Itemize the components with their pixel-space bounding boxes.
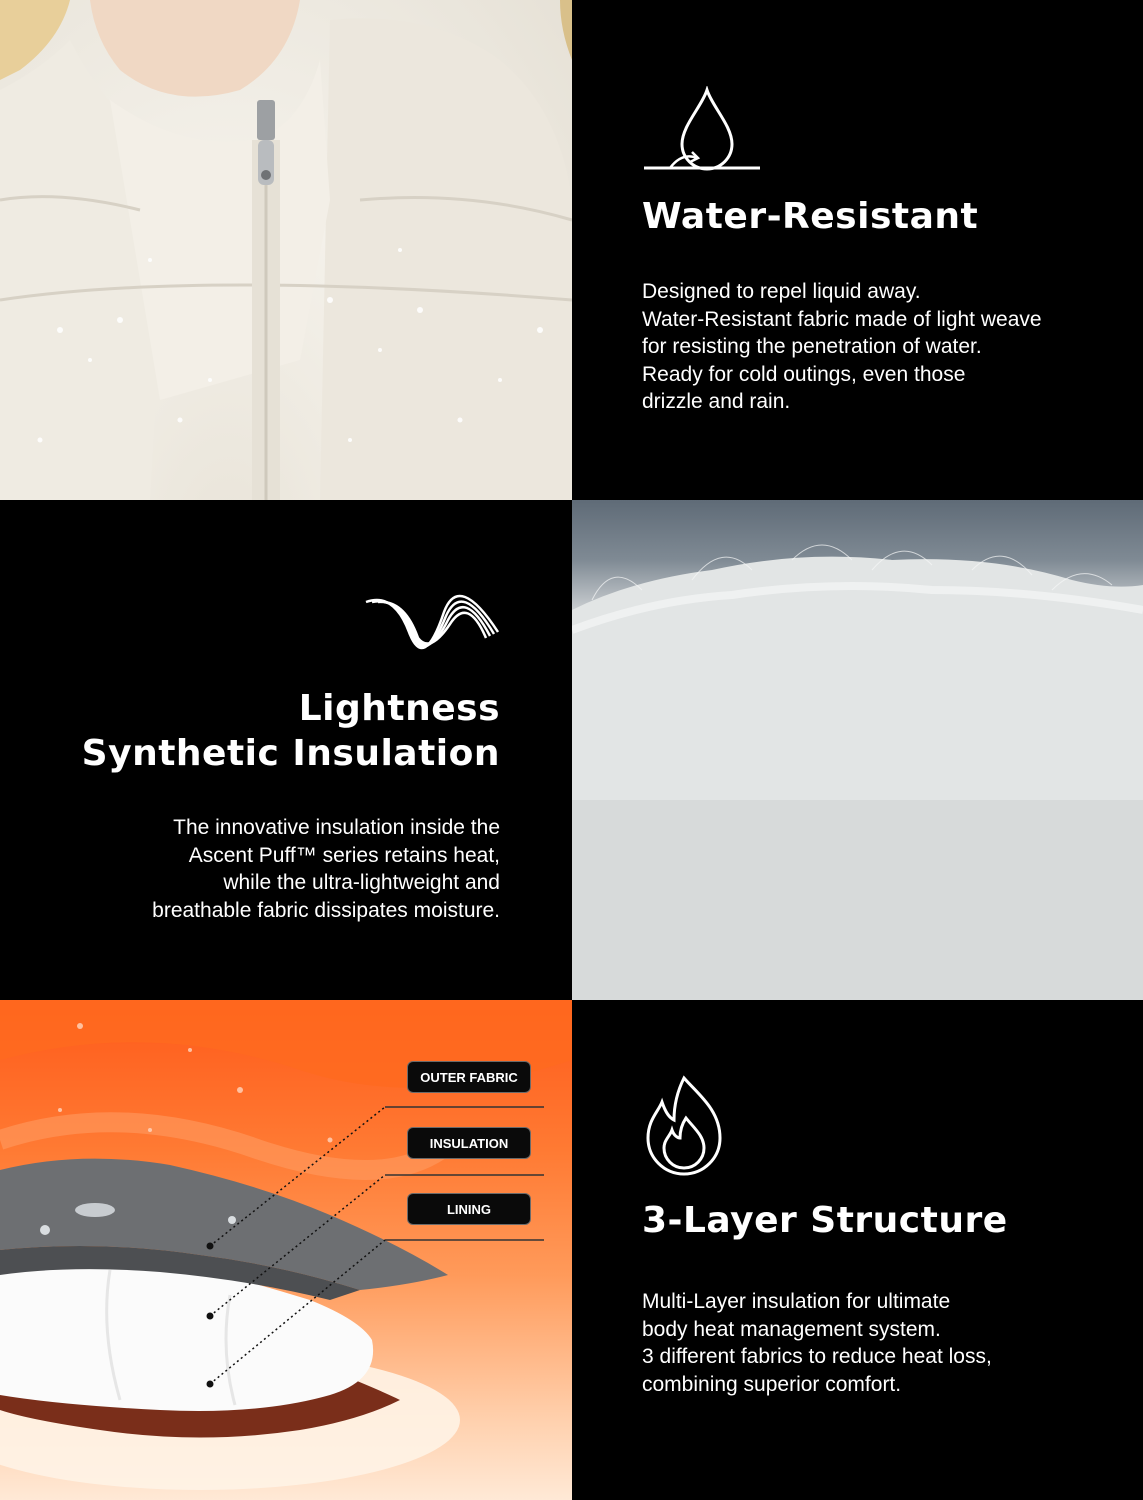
- outer-fabric-label: OUTER FABRIC: [407, 1061, 531, 1093]
- description-line: body heat management system.: [642, 1317, 941, 1341]
- description-line: Designed to repel liquid away.: [642, 280, 921, 303]
- jacket-illustration: [0, 0, 572, 500]
- water-resistant-title: Water-Resistant: [642, 196, 979, 237]
- flame-icon: [640, 1074, 728, 1181]
- water-resistant-panel: [572, 0, 1143, 500]
- description-line: Ascent Puff™ series retains heat,: [188, 843, 500, 867]
- lightness-description: [40, 814, 500, 924]
- description-line: Ready for cold outings, even those: [642, 362, 966, 386]
- description-line: breathable fabric dissipates moisture.: [152, 898, 500, 922]
- description-line: while the ultra-lightweight and: [223, 871, 500, 894]
- description-line: for resisting the penetration of water.: [642, 335, 982, 358]
- three-layer-description: [642, 1288, 1122, 1398]
- description-line: 3 different fabrics to reduce heat loss,: [642, 1345, 992, 1368]
- insulation-label: INSULATION: [407, 1127, 531, 1159]
- lining-label: LINING: [407, 1193, 531, 1225]
- three-layer-title: 3-Layer Structure: [642, 1200, 1008, 1241]
- three-layer-illustration: [0, 1000, 572, 1500]
- water-resistant-description: [642, 278, 1122, 416]
- lightness-title: Lightness: [298, 688, 500, 729]
- description-line: Water-Resistant fabric made of light weave: [642, 307, 1042, 331]
- description-line: drizzle and rain.: [642, 390, 791, 413]
- lightness-insulation-panel: [0, 500, 572, 1000]
- jacket-hood-photo: [0, 0, 572, 500]
- water-drop-icon: [642, 86, 762, 181]
- three-layer-structure-panel: [572, 1000, 1143, 1500]
- description-line: The innovative insulation inside the: [173, 816, 500, 839]
- description-line: Multi-Layer insulation for ultimate: [642, 1290, 951, 1313]
- synthetic-insulation-title: Synthetic Insulation: [81, 733, 500, 774]
- fiber-texture: [572, 500, 1143, 1000]
- insulation-fiber-photo: [572, 500, 1143, 1000]
- description-line: combining superior comfort.: [642, 1372, 902, 1396]
- wave-lines-icon: [364, 572, 500, 673]
